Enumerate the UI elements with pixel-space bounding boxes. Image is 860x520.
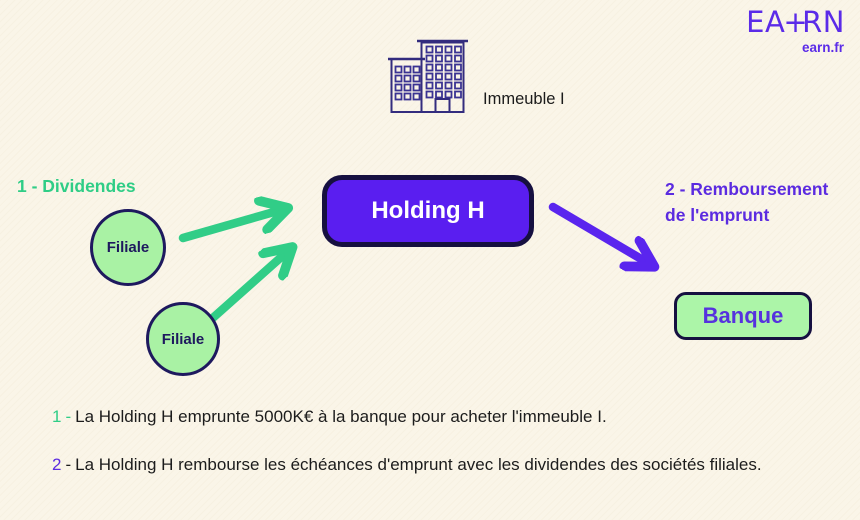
dividend-arrow-1	[183, 210, 281, 238]
building-label: Immeuble I	[483, 90, 565, 108]
subsidiary-node-1	[90, 209, 166, 286]
logo-part-ea: EA	[746, 5, 786, 39]
step1-dividends-label: 1 - Dividendes	[17, 176, 136, 196]
brand-site-url: earn.fr	[801, 40, 844, 55]
step2-repayment-label	[665, 176, 828, 228]
footnote-2-text: La Holding H rembourse les échéances d'emprunt avec les dividendes des sociétés filiales.	[75, 455, 762, 474]
step2-label-line1: 2 - Remboursement	[665, 179, 829, 199]
footnote-1	[52, 407, 607, 427]
bank-label: Banque	[702, 303, 784, 328]
subsidiary-2-label: Filiale	[161, 330, 205, 348]
footnote-2	[52, 455, 762, 475]
building-icon	[388, 32, 468, 114]
footnote-2-number: 2	[52, 455, 62, 474]
earn-logo	[746, 6, 845, 38]
holding-node	[322, 175, 534, 247]
logo-plus-glyph: +	[783, 5, 809, 39]
logo-part-rn: RN	[802, 5, 845, 39]
footnote-1-dash: -	[65, 407, 72, 426]
footnote-1-number: 1	[52, 407, 62, 426]
bank-node	[674, 292, 812, 340]
repayment-arrow	[553, 207, 648, 263]
subsidiary-1-label: Filiale	[106, 239, 150, 256]
brand-block	[746, 6, 845, 55]
footnote-1-text: La Holding H emprunte 5000K€ à la banque pour acheter l'immeuble I.	[75, 407, 607, 426]
dividend-arrow-2	[206, 252, 287, 324]
holding-label: Holding H	[371, 197, 485, 224]
subsidiary-node-2	[146, 302, 220, 376]
footnote-2-dash: -	[65, 455, 72, 474]
step2-label-line2: de l'emprunt	[665, 205, 770, 225]
